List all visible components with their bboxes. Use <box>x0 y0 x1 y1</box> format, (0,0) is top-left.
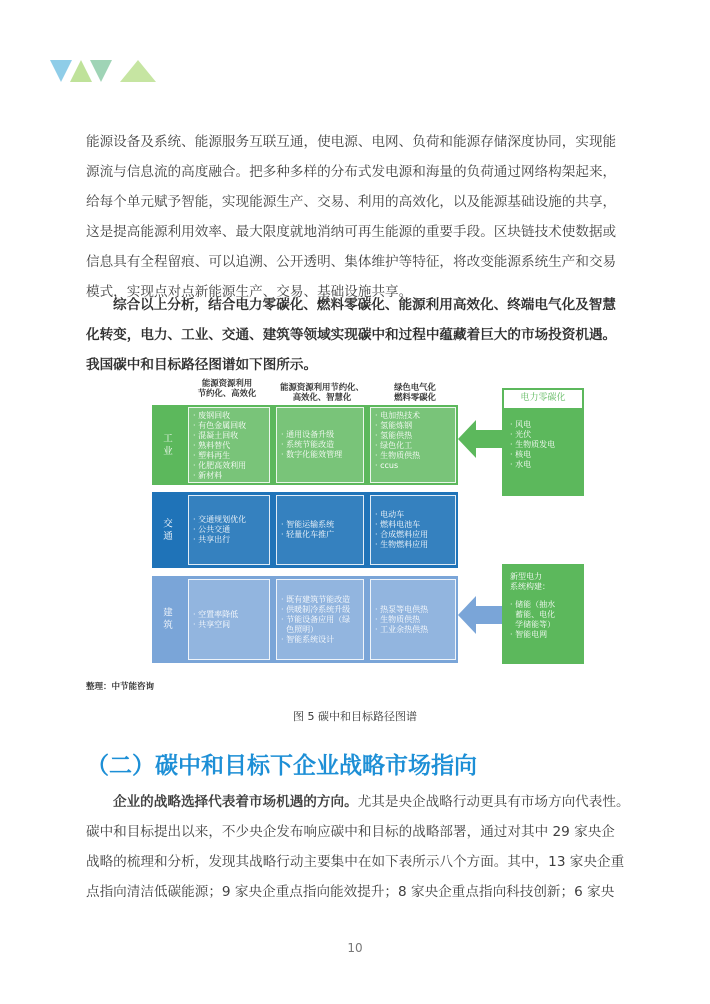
sector-label-industry: 工业 <box>161 432 172 458</box>
list-item: · 绿色化工 <box>375 441 413 450</box>
text-line: 源流与信息流的高度融合。把多种多样的分布式发电源和海量的负荷通过网络构架起来， <box>86 164 617 180</box>
text-line: 模式，实现点对点新能源生产、交易、基础设施共享。 <box>86 284 413 300</box>
column-header-1 <box>182 378 272 398</box>
page-number: 10 <box>347 941 363 955</box>
text-line: 给每个单元赋予智能，实现能源生产、交易、利用的高效化，以及能源基础设施的共享， <box>86 194 617 210</box>
text-run: 尤其是央企战略行动更具有市场方向代表性。 <box>357 794 630 810</box>
brand-logo <box>50 56 180 86</box>
text-line: 化转变，电力、工业、交通、建筑等领域实现碳中和过程中蕴藏着巨大的市场投资机遇。 <box>86 327 617 343</box>
building-electrification-box <box>370 579 456 660</box>
industry-band <box>152 405 458 485</box>
text-line: 信息具有全程留痕、可以追溯、公开透明、集体维护等特征，将改变能源系统生产和交易 <box>86 254 617 270</box>
list-item: · 智能系统设计 <box>281 634 335 644</box>
transport-smart-box <box>276 495 364 565</box>
arrow-left-icon <box>458 594 504 636</box>
text-line: 碳中和目标提出以来，不少央企发布响应碳中和目标的战略部署，通过对其中 29 家央企 <box>86 824 615 840</box>
list-item: · 化肥高效利用 <box>193 461 247 470</box>
list-item: · 合成燃料应用 <box>375 530 429 539</box>
panel-title: 电力零碳化 <box>520 393 566 403</box>
list-item: · 水电 <box>510 460 532 469</box>
list-item: · 电加热技术 <box>375 411 421 420</box>
list-item: · 系统节能改造 <box>281 440 335 449</box>
list-item: · 热泵等电供热 <box>375 604 429 614</box>
text-line: 综合以上分析，结合电力零碳化、燃料零碳化、能源利用高效化、终端电气化及智慧 <box>113 297 616 313</box>
transport-efficiency-box <box>188 495 270 565</box>
panel-title-line: 新型电力 <box>510 572 542 581</box>
figure-source: 整理：中节能咨询 <box>86 682 155 692</box>
list-item: · 氢能炼钢 <box>375 421 413 430</box>
building-efficiency-box <box>188 579 270 660</box>
industry-electrification-box <box>370 407 456 483</box>
list-item: · 光伏 <box>510 430 532 439</box>
list-item: · 废钢回收 <box>193 411 231 420</box>
new-power-system-panel <box>502 564 584 664</box>
panel-body <box>504 408 582 494</box>
header-line: 节约化、高效化 <box>197 388 257 398</box>
list-item: · 轻量化车推广 <box>281 530 335 539</box>
list-item: · 熟料替代 <box>193 441 231 450</box>
text-line: 战略的梳理和分析，发现其战略行动主要集中在如下表所示八个方面。其中，13 家央企重 <box>86 854 625 870</box>
text-line <box>86 787 634 817</box>
header-line: 能源资源利用节约化、 <box>280 382 364 392</box>
section-heading: （二）碳中和目标下企业战略市场指向 <box>86 753 477 779</box>
list-item: 色照明） <box>281 624 319 634</box>
list-item: · 生物质发电 <box>510 440 556 449</box>
arrow-left-icon <box>458 418 504 460</box>
list-item: · 氢能供热 <box>375 431 413 440</box>
list-item: 学储能等） <box>510 620 556 629</box>
transport-electrification-box <box>370 495 456 565</box>
list-item: · 数字化能效管理 <box>281 450 343 459</box>
panel-body <box>504 566 582 643</box>
list-item: · 共享空间 <box>193 619 231 629</box>
list-item: · 有色金属回收 <box>193 421 247 430</box>
bold-lead: 企业的战略选择代表着市场机遇的方向。 <box>113 794 358 810</box>
column-header-3 <box>374 382 456 402</box>
text-line: 能源设备及系统、能源服务互联互通，使电源、电网、负荷和能源存储深度协同，实现能 <box>86 134 617 150</box>
list-item: · 节能设备应用（绿 <box>281 614 351 624</box>
list-item: · 燃料电池车 <box>375 520 421 529</box>
list-item: · ccus <box>375 461 399 470</box>
header-line: 高效化、智慧化 <box>292 392 352 402</box>
list-item: · 塑料再生 <box>193 451 231 460</box>
carbon-neutral-path-diagram <box>152 378 584 663</box>
list-item: · 通用设备升级 <box>281 430 335 439</box>
list-item: · 核电 <box>510 450 532 459</box>
panel-title-line: 系统构建： <box>510 582 550 591</box>
text-line: 我国碳中和目标路径图谱如下图所示。 <box>86 357 318 373</box>
transport-band <box>152 492 458 568</box>
industry-efficiency-box <box>188 407 270 483</box>
list-item: · 生物燃料应用 <box>375 540 429 549</box>
list-item: · 公共交通 <box>193 525 231 534</box>
header-line: 绿色电气化 <box>394 382 436 392</box>
list-item: · 交通规划优化 <box>193 515 247 524</box>
list-item: · 电动车 <box>375 510 405 519</box>
list-item: · 智能运输系统 <box>281 520 335 529</box>
header-line: 燃料零碳化 <box>394 392 436 402</box>
figure-caption: 图 5 碳中和目标路径图谱 <box>293 710 417 723</box>
paragraph-3 <box>86 787 634 907</box>
text-line: 点指向清洁低碳能源；9 家央企重点指向能效提升；8 家央企重点指向科技创新；6 家央 <box>86 884 615 900</box>
paragraph-1 <box>86 127 634 307</box>
list-item: · 储能（抽水 <box>510 600 556 609</box>
text-line: 这是提高能源利用效率、最大限度就地消纳可再生能源的重要手段。区块链技术使数据或 <box>86 224 617 240</box>
list-item: · 混凝土回收 <box>193 431 239 440</box>
list-item: · 新材料 <box>193 471 223 480</box>
building-smart-box <box>276 579 364 660</box>
list-item: · 生物质供热 <box>375 451 421 460</box>
sector-label-building: 建筑 <box>161 607 172 632</box>
header-line: 能源资源利用 <box>201 378 253 388</box>
list-item: · 共享出行 <box>193 535 231 544</box>
list-item: · 工业余热供热 <box>375 624 429 634</box>
list-item: · 生物质供热 <box>375 614 421 624</box>
list-item: · 智能电网 <box>510 630 548 639</box>
list-item: · 风电 <box>510 420 532 429</box>
industry-smart-box <box>276 407 364 483</box>
building-band <box>152 576 458 663</box>
list-item: 蓄能、电化 <box>510 610 556 619</box>
list-item: · 既有建筑节能改造 <box>281 594 351 604</box>
column-header-2 <box>270 382 374 402</box>
power-zero-carbon-panel <box>502 388 584 496</box>
list-item: · 空置率降低 <box>193 609 239 619</box>
sector-label-transport: 交通 <box>161 517 172 543</box>
paragraph-2 <box>86 290 634 380</box>
list-item: · 供暖制冷系统升级 <box>281 604 351 614</box>
